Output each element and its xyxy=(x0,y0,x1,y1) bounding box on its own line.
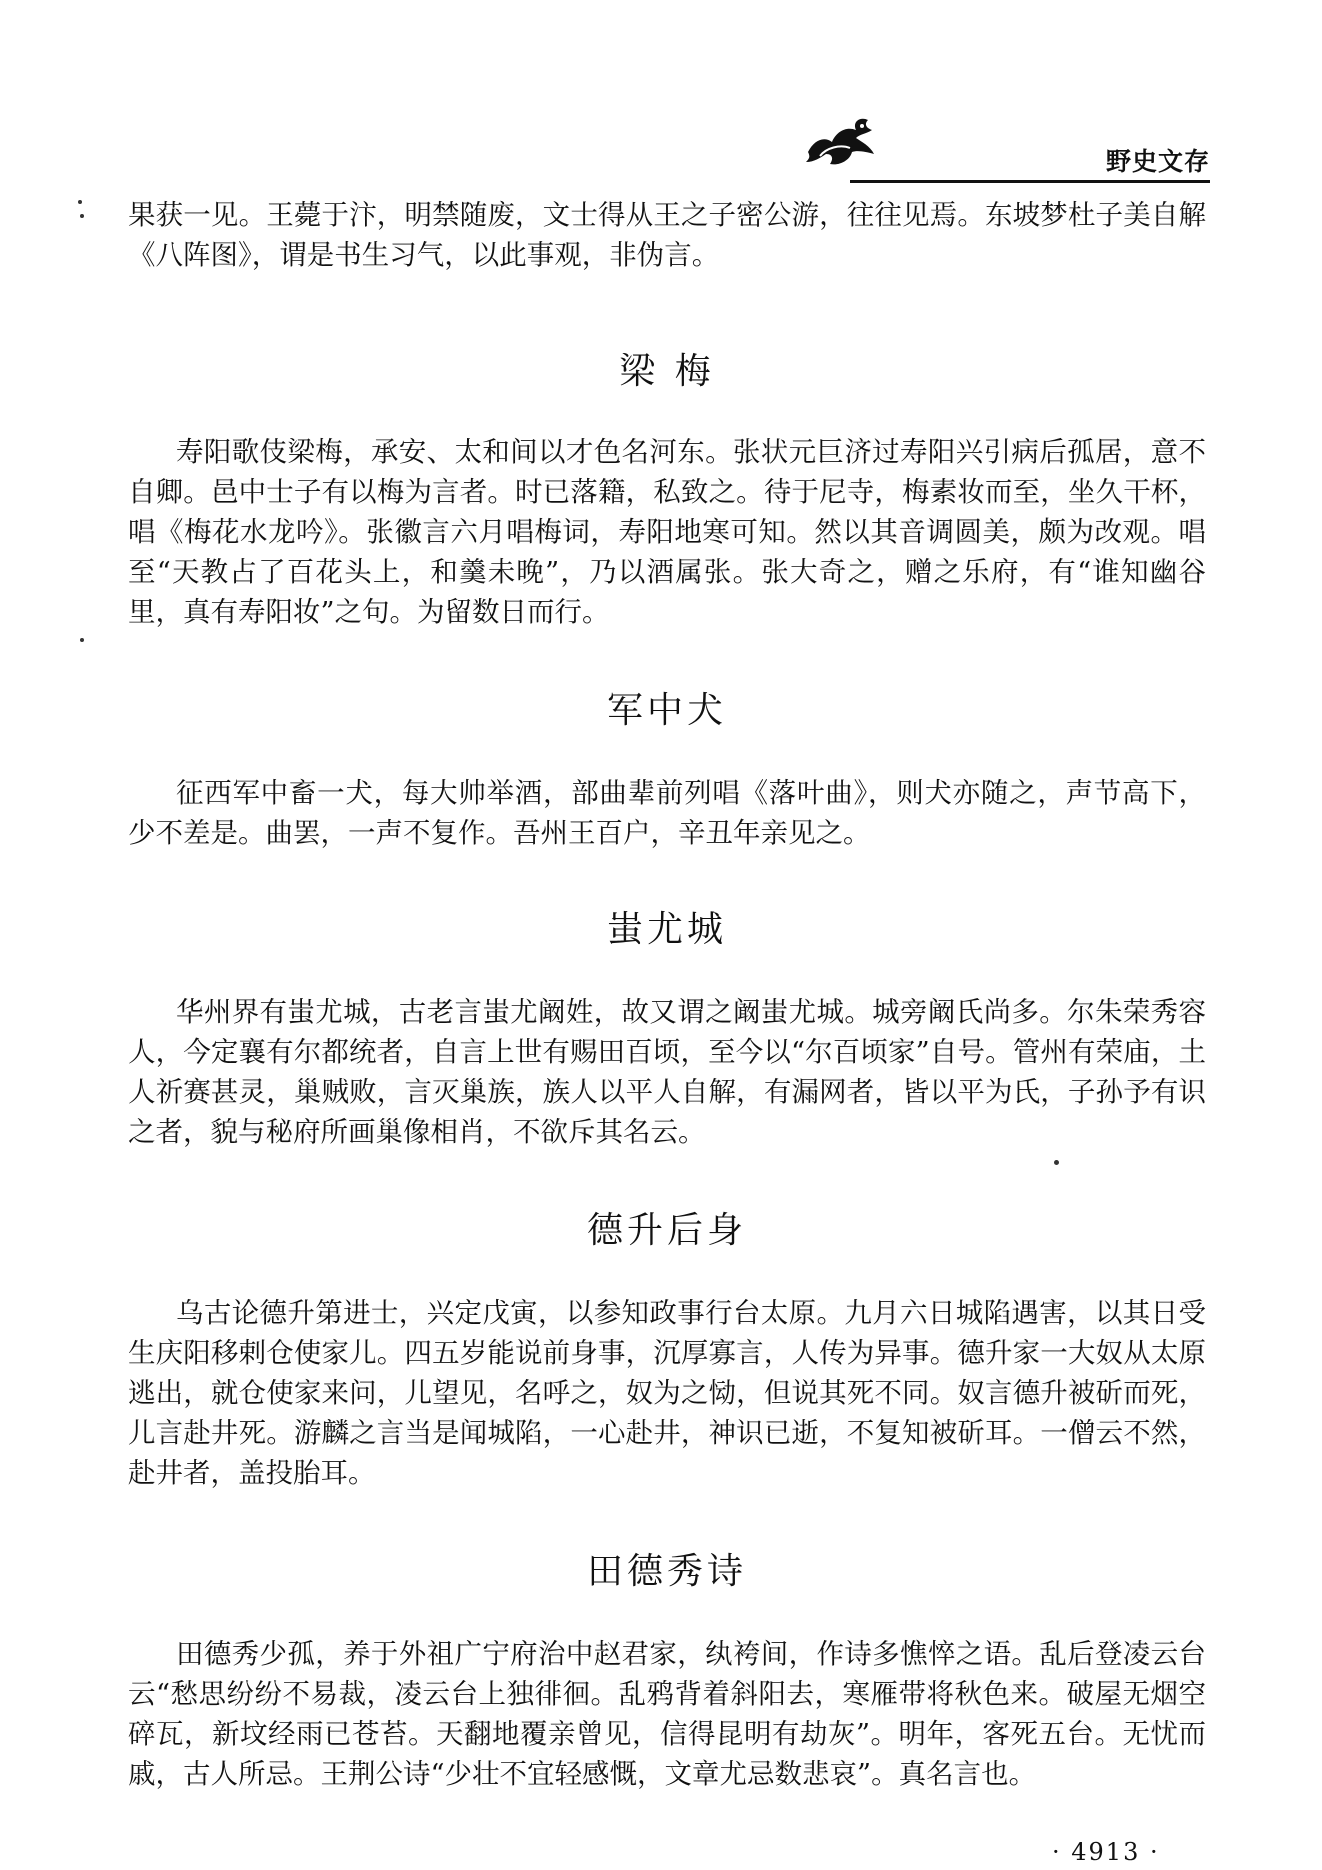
section-title-chi-you-cheng: 蚩尤城 xyxy=(606,909,727,950)
scan-speck xyxy=(78,200,82,204)
section-title-liang-mei: 梁 梅 xyxy=(619,351,715,392)
section-title-de-sheng-hou-shen: 德升后身 xyxy=(586,1210,747,1251)
continued-paragraph: 果获一见。王薨于汴，明禁随废，文士得从王之子密公游，往往见焉。东坡梦杜子美自解《八阵图》，谓是书生习气，以此事观，非伪言。 xyxy=(128,199,1206,271)
scan-speck xyxy=(80,638,84,642)
section-text-liang-mei: 寿阳歌伎梁梅，承安、太和间以才色名河东。张状元巨济过寿阳兴引病后孤居，意不自卿。邑中士子有以梅为言者。时已落籍，私致之。待于尼寺，梅素妆而至，坐久干杯，唱《梅花水龙吟》。张徽言六月唱梅词，寿阳地寒可知。然以其音调圆美，颇为改观。唱至“天教占了百花头上，和羹未晚”，乃以酒属张。张大奇之，赠之乐府，有“谁知幽谷里，真有寿阳妆”之句。为留数日而行。 xyxy=(128,436,1206,628)
section-text-tian-de-xiu-shi: 田德秀少孤，养于外祖广宁府治中赵君家，纨袴间，作诗多憔悴之语。乱后登凌云台云“愁思纷纷不易裁，凌云台上独徘徊。乱鸦背着斜阳去，寒雁带将秋色来。破屋无烟空碎瓦，新坟经雨已苍苔。天翻地覆亲曾见，信得昆明有劫灰”。明年，客死五台。无忧而戚，古人所忌。王荆公诗“少壮不宜轻感慨，文章尤忌数悲哀”。真名言也。 xyxy=(128,1638,1206,1790)
section-text-jun-zhong-quan: 征西军中畜一犬，每大帅举酒，部曲辈前列唱《落叶曲》，则犬亦随之，声节高下，少不差是。曲罢，一声不复作。吾州王百户，辛丑年亲见之。 xyxy=(128,777,1206,849)
section-text-de-sheng-hou-shen: 乌古论德升第进士，兴定戊寅，以参知政事行台太原。九月六日城陷遇害，以其日受生庆阳移剌仓使家儿。四五岁能说前身事，沉厚寡言，人传为异事。德升家一大奴从太原逃出，就仓使家来问，儿望见，名呼之，奴为之恸，但说其死不同。奴言德升被斫而死，儿言赴井死。游麟之言当是闻城陷，一心赴井，神识已逝，不复知被斫耳。一僧云不然，赴井者，盖投胎耳。 xyxy=(128,1297,1206,1489)
section-title-tian-de-xiu-shi: 田德秀诗 xyxy=(586,1551,747,1592)
page-content xyxy=(128,195,1206,1794)
section-title-jun-zhong-quan: 军中犬 xyxy=(606,690,727,731)
running-header xyxy=(790,112,1210,182)
scan-speck xyxy=(80,214,84,218)
page-number: · 4913 · xyxy=(1052,1838,1160,1866)
header-title: 野史文存 xyxy=(1105,147,1210,176)
header-rule xyxy=(850,180,1210,183)
section-text-chi-you-cheng: 华州界有蚩尤城，古老言蚩尤阚姓，故又谓之阚蚩尤城。城旁阚氏尚多。尔朱荣秀容人，今定襄有尔都统者，自言上世有赐田百顷，至今以“尔百顷家”自号。管州有荣庙，土人祈赛甚灵，巢贼败，言灭巢族，族人以平人自解，有漏网者，皆以平为氏，子孙予有识之者，貌与秘府所画巢像相肖，不欲斥其名云。 xyxy=(128,996,1206,1148)
dragon-emblem-icon xyxy=(800,112,880,174)
